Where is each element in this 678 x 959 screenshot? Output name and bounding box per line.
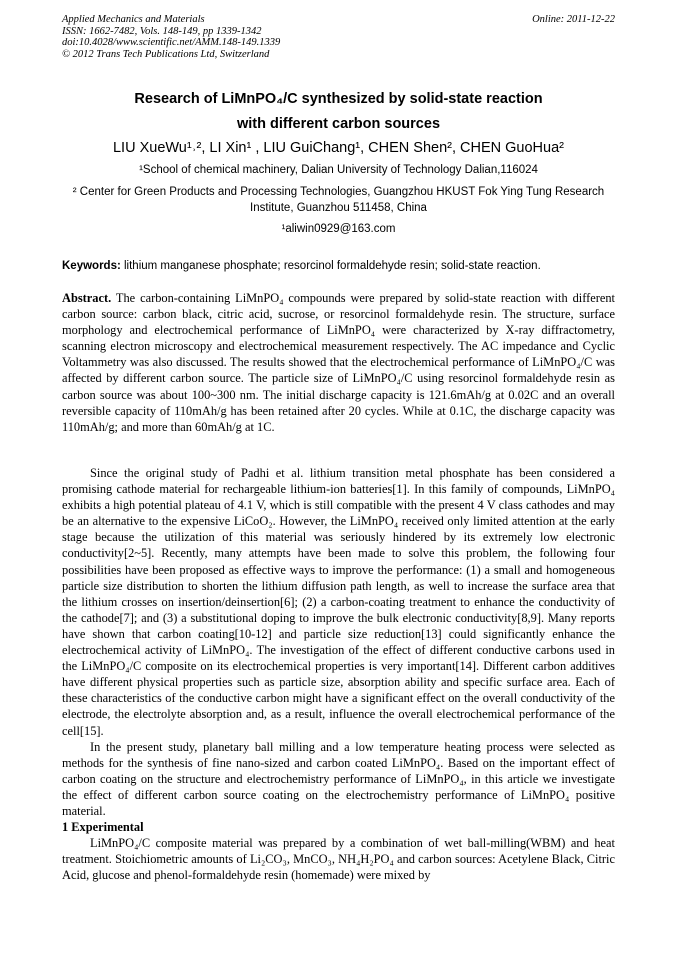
keywords-text: lithium manganese phosphate; resorcinol formaldehyde resin; solid-state reaction. — [120, 260, 541, 272]
section-heading-experimental: 1 Experimental — [62, 820, 144, 835]
intro-paragraph-1: Since the original study of Padhi et al. lithium transition metal phosphate has been considered a promising cathode material for rechargeable lithium-ion batteries[1]. In this family of compounds, LiMnPO₄ exhibits a high potential plateau of 4.1 V, which is still compatible with the present 4 V class cathodes and may be an alternative to the expensive LiCoO₂. However, the LiMnPO₄ received only limited attention at the early stage because the utilization of this material was seriously hindered by its extremely low electronic conductivity[2~5]. Recently, many attempts have been made to solve this problem, the following four possibilities have been proposed as effective ways to improve the performance: (1) a small and homogeneous particle size distribution to shorten the lithium diffusion path length, as well to increase the surface area that the lithium crosses on insertion/deinsertion[6]; (2) a carbon-coating treatment to enhance the conductivity of the cathode[7]; and (3) a substitutional doping to improve the bulk electronic conductivity[8,9]. Many reports have shown that carbon coating[10-12] and particle size reduction[13] could significantly enhance the electrochemical activity of LiMnPO₄. The investigation of the effect of different conductive carbons used in the LiMnPO₄/C composite on its electrochemical properties is very important[14]. Different carbon additives have different physical properties such as particle size, absorption ability and specific surface area. Each of these characteristics of the conductive carbon might have a significant effect on the overall conductivity of the electrode, the electrolyte absorption and, as a result, influence the overall electrochemical performance of the cell[15]. — [62, 466, 615, 738]
journal-header — [62, 14, 615, 60]
abstract-text: The carbon-containing LiMnPO₄ compounds were prepared by solid-state reaction with different carbon source: carbon black, citric acid, sucrose, or resorcinol formaldehyde resin. The structure, surface morphology and electrochemical performance of LiMnPO₄ were characterized by X-ray diffractometry, scanning electron microscopy and electrochemical measurement respectively. The AC impedance and Cyclic Voltammetry was also discussed. The results showed that the electrochemical performance of LiMnPO₄/C was affected by different carbon source. The particle size of LiMnPO₄/C using resorcinol formaldehyde resin as carbon source was about 100~300 nm. The initial discharge capacity is 121.6mAh/g at 0.02C and an overall reversible capacity of 110mAh/g has been retained after 20 cycles. While at 0.1C, the discharge capacity was 110mAh/g; and more than 60mAh/g at 1C. — [62, 291, 615, 434]
title-line-2: with different carbon sources — [236, 116, 441, 132]
issn-line: ISSN: 1662-7482, Vols. 148-149, pp 1339-1342 — [62, 25, 262, 37]
affiliation-2: ² Center for Green Products and Processing Technologies, Guangzhou HKUST Fok Ying Tung Research Institute, Guanzhou 511458, China — [72, 186, 605, 214]
keywords — [62, 258, 615, 274]
experimental-paragraph-1: LiMnPO₄/C composite material was prepared by a combination of wet ball-milling(WBM) and heat treatment. Stoichiometric amounts of Li₂CO₃, MnCO₃, NH₄H₂PO₄ and carbon sources: Acetylene Black, Citric Acid, glucose and phenol-formaldehyde resin (homemade) were mixed by — [62, 836, 615, 883]
keywords-label: Keywords: — [62, 260, 121, 272]
affiliation-1: ¹School of chemical machinery, Dalian University of Technology Dalian,116024 — [139, 164, 538, 176]
journal-name: Applied Mechanics and Materials — [62, 14, 205, 25]
paper-title — [62, 87, 615, 137]
copyright-line: © 2012 Trans Tech Publications Ltd, Switzerland — [62, 48, 270, 60]
author-email: ¹aliwin0929@163.com — [281, 223, 396, 235]
introduction — [62, 465, 615, 883]
abstract-label: Abstract. — [62, 291, 112, 305]
doi-line: doi:10.4028/www.scientific.net/AMM.148-149.1339 — [62, 37, 281, 48]
intro-paragraph-2: In the present study, planetary ball milling and a low temperature heating process were selected as methods for the synthesis of fine nano-sized and carbon coated LiMnPO₄. Based on the important effect of carbon coating on the structure and electrochemistry performance of LiMnPO₄, in this article we investigate the effect of different carbon source coating on the electrochemistry performance of LiMnPO₄ positive material. — [62, 739, 615, 818]
author-list: LIU XueWu¹˒², LI Xin¹ , LIU GuiChang¹, CHEN Shen², CHEN GuoHua² — [112, 140, 564, 156]
online-date: Online: 2011-12-22 — [532, 14, 615, 25]
abstract — [62, 290, 615, 435]
title-line-1: Research of LiMnPO₄/C synthesized by solid-state reaction — [134, 91, 543, 107]
